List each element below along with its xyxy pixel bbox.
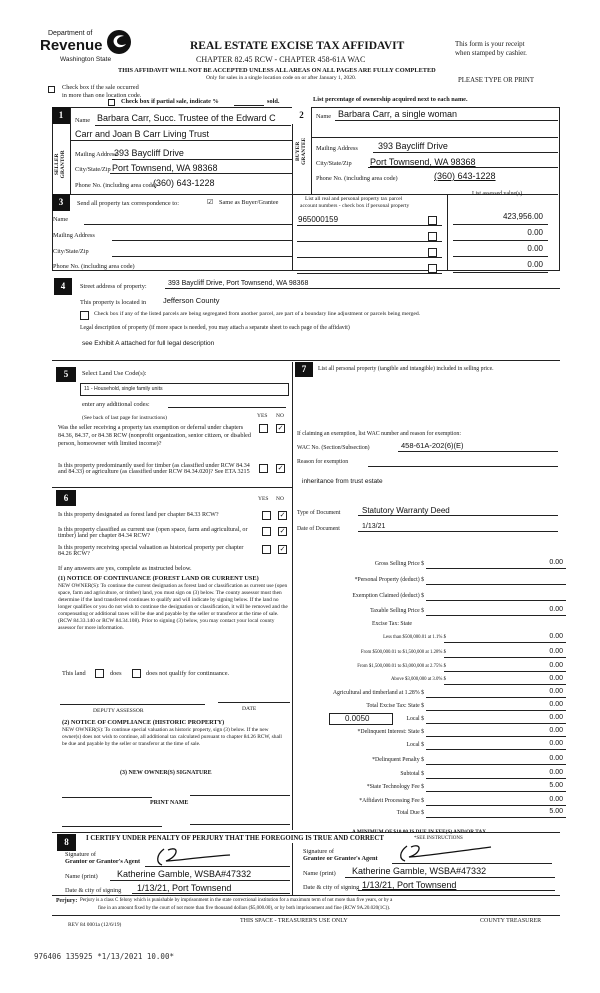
q2-yes-checkbox[interactable] bbox=[259, 464, 268, 473]
segregate-label: Check box if any of the listed parcels are being segregated from another parcel, are part of a boundary line adjustment or parcels being merged. bbox=[94, 311, 421, 317]
perjury-text: Perjury is a class C felony which is punishable by imprisonment in the state correctional institution for a maximum term of not more than five years, or by a bbox=[80, 898, 393, 903]
fee-label: Above $3,000,000 at 3.0% $ bbox=[390, 677, 446, 682]
grantor-date-label: Date & city of signing bbox=[65, 887, 122, 894]
fee-label: *Delinquent Penalty $ bbox=[372, 757, 424, 763]
additional-codes-label: enter any additional codes: bbox=[82, 401, 150, 408]
section-3-badge: 3 bbox=[52, 194, 70, 211]
street-field[interactable]: 393 Baycliff Drive, Port Townsend, WA 98368 bbox=[168, 280, 309, 287]
personal-property-checkbox[interactable] bbox=[428, 216, 437, 225]
s6-no-header: NO bbox=[276, 496, 284, 502]
type-or-print: PLEASE TYPE OR PRINT bbox=[458, 77, 534, 84]
doc-date-field[interactable]: 1/13/21 bbox=[362, 523, 386, 530]
deputy-assessor-label: DEPUTY ASSESSOR bbox=[93, 708, 144, 714]
fee-value-field[interactable]: 0.00 bbox=[549, 648, 563, 655]
s6q2-no-checkbox[interactable]: ✓ bbox=[279, 527, 286, 535]
multi-location-label: Check box if the sale occurred bbox=[62, 84, 139, 91]
logo-swirl-icon bbox=[106, 28, 132, 56]
additional-codes-field[interactable] bbox=[168, 407, 286, 408]
timber-question: Is this property predominantly used for timber (as classified under RCW 84.34 and 84.33) or agriculture (as classified under RCW 84.34.020)? See ETA 3215 bbox=[58, 463, 250, 476]
buyer-name-field[interactable]: Barbara Carr, a single woman bbox=[338, 109, 458, 119]
exemption-question: Was the seller receiving a property tax exemption or deferral under chapters 84.36, 84.37, or 84.38 RCW (nonprofit organization, senior citizen, or disabled person, homeowner with limited income)? bbox=[58, 425, 251, 447]
seller-city-label: City/State/Zip bbox=[75, 166, 111, 173]
grantor-name-field[interactable]: Katherine Gamble, WSBA#47332 bbox=[117, 869, 252, 879]
perjury-label: Perjury: bbox=[56, 898, 78, 904]
wac-field[interactable]: 458-61A-202(6)(E) bbox=[401, 441, 464, 450]
grantee-sig-label: Signature of bbox=[303, 848, 334, 855]
form-title: REAL ESTATE EXCISE TAX AFFIDAVIT bbox=[190, 40, 405, 52]
fee-label: From $500,000.01 to $1,500,000 at 1.28% $ bbox=[360, 650, 446, 655]
grantor-sig-label: Signature of bbox=[65, 851, 96, 858]
certify-title: I CERTIFY UNDER PENALTY OF PERJURY THAT THE FOREGOING IS TRUE AND CORRECT bbox=[86, 835, 384, 842]
print-name-label: PRINT NAME bbox=[150, 800, 189, 806]
dor-logo: Department of Revenue Washington State bbox=[40, 28, 135, 68]
does-not-label: does not qualify for continuance. bbox=[146, 670, 230, 677]
new-owner-signature-title: (3) NEW OWNER(S) SIGNATURE bbox=[120, 770, 212, 776]
fee-label: Excise Tax: State bbox=[371, 621, 412, 627]
assessor-date-label: DATE bbox=[242, 706, 257, 712]
receipt-note-2: when stamped by cashier. bbox=[455, 49, 527, 57]
grantee-date-label: Date & city of signing bbox=[303, 884, 360, 891]
receipt-note: This form is your receipt bbox=[455, 40, 525, 48]
seller-mail-label: Mailing Address bbox=[75, 151, 117, 158]
same-as-buyer-checkbox[interactable]: ☑ bbox=[207, 198, 214, 206]
seller-name-field[interactable]: Barbara Carr, Succ. Trustee of the Edward C bbox=[97, 113, 276, 123]
fee-value-field[interactable]: 0.00 bbox=[549, 662, 563, 669]
buyer-phone-label: Phone No. (including area code) bbox=[316, 175, 398, 182]
print-name-line-2[interactable] bbox=[190, 824, 290, 825]
local-rate-value: 0.0050 bbox=[345, 714, 370, 723]
does-checkbox[interactable] bbox=[95, 669, 104, 678]
warning-line: THIS AFFIDAVIT WILL NOT BE ACCEPTED UNLESS ALL AREAS ON ALL PAGES ARE FULLY COMPLETED bbox=[118, 67, 436, 74]
partial-sale-checkbox[interactable] bbox=[108, 99, 115, 106]
fee-value-field[interactable]: 5.00 bbox=[549, 782, 563, 789]
seller-mail-field[interactable]: 393 Baycliff Drive bbox=[114, 148, 184, 158]
section-1-badge: 1 bbox=[52, 107, 70, 124]
fee-value-field[interactable]: 0.00 bbox=[549, 796, 563, 803]
section-7-badge: 7 bbox=[295, 362, 313, 377]
seller-phone-field[interactable]: (360) 643-1228 bbox=[153, 178, 215, 188]
no-header: NO bbox=[276, 413, 284, 419]
fee-label: Local $ bbox=[406, 742, 424, 748]
grantee-sig-label-2: Grantee or Grantee's Agent bbox=[303, 855, 378, 862]
partial-percent-field[interactable] bbox=[234, 105, 264, 106]
parcel-number-field[interactable]: 965000159 bbox=[298, 215, 339, 224]
fee-label: Total Excise Tax: State $ bbox=[366, 703, 424, 709]
fee-value-field[interactable]: 0.00 bbox=[549, 755, 563, 762]
fee-label: Agricultural and timberland at 1.28% $ bbox=[332, 690, 424, 696]
new-owner-signature-line-1[interactable] bbox=[62, 797, 152, 798]
notice-compliance-title: (2) NOTICE OF COMPLIANCE (HISTORIC PROPERTY) bbox=[62, 719, 225, 726]
s6-yes-header: YES bbox=[258, 496, 269, 502]
fee-label: Taxable Selling Price $ bbox=[370, 608, 424, 614]
fee-value-field[interactable]: 0.00 bbox=[549, 559, 563, 566]
seller-phone-label: Phone No. (including area code) bbox=[75, 182, 157, 189]
doc-type-label: Type of Document bbox=[297, 510, 341, 516]
personal-property-checkbox[interactable] bbox=[428, 264, 437, 273]
form-revision: REV 84 0001a (12/6/19) bbox=[68, 922, 122, 928]
corr-name-field[interactable] bbox=[84, 224, 292, 225]
grantee-name-label: Name (print) bbox=[303, 870, 336, 877]
fee-value-field[interactable]: 5.00 bbox=[549, 808, 563, 815]
s6q3-yes-checkbox[interactable] bbox=[262, 545, 271, 554]
fee-label: Gross Selling Price $ bbox=[374, 561, 424, 567]
grantor-signature[interactable] bbox=[150, 845, 290, 867]
doc-type-field[interactable]: Statutory Warranty Deed bbox=[362, 506, 450, 515]
minimum-due-note: A MINIMUM OF $10.00 IS DUE IN FEE(S) AND/OR TAX bbox=[352, 829, 487, 835]
deputy-assessor-signature-line[interactable] bbox=[60, 704, 205, 705]
notice-compliance-body: NEW OWNER(S): To continue special valuation as historic property, sign (3) below. If the new owner(s) does not wish to continue, all additional tax calculated pursuant to chapter 84.26 RCW, shall be due and payable by the seller or transferor at the time of sale. bbox=[62, 727, 282, 748]
s6q3-no-checkbox[interactable]: ✓ bbox=[279, 545, 286, 553]
q2-no-checkbox[interactable]: ✓ bbox=[277, 464, 284, 472]
grantor-sig-label-2: Grantor or Grantor's Agent bbox=[65, 858, 141, 865]
fee-value-field[interactable]: 0.00 bbox=[549, 769, 563, 776]
corr-phone-label: Phone No. (including area code) bbox=[53, 263, 135, 270]
forest-land-question: Is this property designated as forest land per chapter 84.33 RCW? bbox=[58, 512, 219, 518]
corr-mail-field[interactable] bbox=[112, 240, 292, 241]
fee-value-field[interactable]: 0.00 bbox=[549, 740, 563, 747]
reason-label: Reason for exemption bbox=[297, 459, 349, 465]
fee-label: *Personal Property (deduct) $ bbox=[354, 577, 424, 583]
cashier-stamp: 976406 135925 *1/13/2021 10.00* bbox=[34, 952, 174, 961]
legal-description-field[interactable]: see Exhibit A attached for full legal description bbox=[82, 340, 215, 347]
buyer-phone-field[interactable]: (360) 643-1228 bbox=[434, 171, 496, 181]
local-rate-box[interactable] bbox=[329, 713, 393, 725]
buyer-city-field[interactable]: Port Townsend, WA 98368 bbox=[370, 157, 476, 167]
county-treasurer-label: COUNTY TREASURER bbox=[480, 918, 542, 924]
fee-value-field[interactable]: 0.00 bbox=[549, 701, 563, 708]
doc-date-label: Date of Document bbox=[297, 526, 340, 532]
multi-location-label-2: in more than one location code. bbox=[62, 92, 142, 99]
grantor-name-label: Name (print) bbox=[65, 873, 98, 880]
corr-city-field[interactable] bbox=[112, 256, 292, 257]
notice-continuance-body: NEW OWNER(S): To continue the current designation as forest land or classification as current use (open space, farm and agriculture, or timber) land, you must sign on (3) below. The county assessor must then determine if the land transferred continues to qualify and will indicate by signing below. If the land no longer qualifies or you do not wish to continue the designation or classification, it will be removed and the compensating or additional taxes will be due and payable by the seller or transferor at the time of sale. (RCW 84.33.140 or RCW 84.34.108). Prior to signing (3) below, you may contact your local county assessor for more information. bbox=[58, 583, 288, 632]
corr-name-label: Name bbox=[53, 216, 69, 223]
reason-field[interactable]: inheritance from trust estate bbox=[302, 478, 383, 485]
fee-label: Local $ bbox=[406, 716, 424, 722]
see-instructions-note: *SEE INSTRUCTIONS bbox=[414, 836, 463, 841]
s6q2-yes-checkbox[interactable] bbox=[262, 527, 271, 536]
yes-header: YES bbox=[257, 413, 268, 419]
q1-yes-checkbox[interactable] bbox=[259, 424, 268, 433]
grantee-signature[interactable] bbox=[395, 843, 535, 863]
grantee-name-field[interactable]: Katherine Gamble, WSBA#47332 bbox=[352, 866, 487, 876]
grantor-date-field[interactable]: 1/13/21, Port Townsend bbox=[137, 883, 232, 893]
buyer-side-label: BUYER GRANTEE bbox=[295, 137, 308, 165]
fee-label: Total Due $ bbox=[396, 810, 424, 816]
street-label: Street address of property: bbox=[80, 283, 147, 290]
parcels-header: List all real and personal property tax parcel bbox=[305, 196, 403, 202]
fee-value-field[interactable]: 0.00 bbox=[549, 675, 563, 682]
chapter-line: CHAPTER 82.45 RCW - CHAPTER 458-61A WAC bbox=[196, 55, 366, 64]
section-5-badge: 5 bbox=[56, 367, 76, 382]
assessed-value-field[interactable]: 423,956.00 bbox=[502, 212, 543, 221]
assessed-value-field[interactable]: 0.00 bbox=[527, 260, 543, 269]
sold-label: sold. bbox=[267, 98, 280, 105]
assessed-value-field[interactable]: 0.00 bbox=[527, 244, 543, 253]
fee-label: Exemption Claimed (deduct) $ bbox=[352, 593, 424, 599]
fee-label: *Affidavit Processing Fee $ bbox=[359, 798, 424, 804]
buyer-name-label: Name bbox=[316, 113, 332, 120]
corr-city-label: City/State/Zip bbox=[53, 248, 89, 255]
s6q1-yes-checkbox[interactable] bbox=[262, 511, 271, 520]
seller-side-label: SELLER GRANTOR bbox=[54, 150, 67, 179]
seller-name-label: Name bbox=[75, 117, 91, 124]
seller-name-field-2[interactable]: Carr and Joan B Carr Living Trust bbox=[75, 129, 210, 139]
land-use-value: 11 - Household, single family units bbox=[84, 386, 163, 392]
buyer-city-label: City/State/Zip bbox=[316, 160, 352, 167]
treasurer-space-label: THIS SPACE - TREASURER'S USE ONLY bbox=[240, 918, 348, 924]
personal-property-label: List all personal property (tangible and intangible) included in selling price. bbox=[318, 366, 494, 372]
current-use-question: Is this property classified as current use (open space, farm and agricultural, or timber) land per chapter 84.34 RCW? bbox=[58, 527, 248, 540]
fee-label: Less than $500,000.01 at 1.1% $ bbox=[383, 635, 446, 640]
section-2-badge: 2 bbox=[292, 107, 311, 124]
exemption-label: If claiming an exemption, list WAC number and reason for exemption: bbox=[297, 431, 461, 437]
assessor-date-line[interactable] bbox=[218, 702, 290, 703]
historic-question: Is this property receiving special valuation as historical property per chapter 84.26 RCW? bbox=[58, 545, 244, 558]
correspondence-label: Send all property tax correspondence to: bbox=[77, 200, 179, 207]
fee-value-field[interactable]: 0.00 bbox=[549, 633, 563, 640]
assessed-value-header: List assessed value(s) bbox=[472, 191, 523, 197]
fee-label: *Delinquent Interest: State $ bbox=[357, 729, 424, 735]
personal-property-checkbox[interactable] bbox=[428, 248, 437, 257]
grantee-date-field[interactable]: 1/13/21, Port Townsend bbox=[362, 880, 457, 890]
buyer-mail-field[interactable]: 393 Baycliff Drive bbox=[378, 141, 448, 151]
personal-property-checkbox[interactable] bbox=[428, 232, 437, 241]
fee-label: Subtotal $ bbox=[400, 771, 424, 777]
notice-continuance-title: (1) NOTICE OF CONTINUANCE (FOREST LAND OR CURRENT USE) bbox=[58, 575, 259, 582]
only-for-line: Only for sales in a single location code on or after January 1, 2020. bbox=[206, 75, 357, 81]
ownership-note: List percentage of ownership acquired next to each name. bbox=[313, 96, 468, 103]
fee-label: *State Technology Fee $ bbox=[366, 784, 424, 790]
perjury-text-2: fine in an amount fixed by the court of not more than five thousand dollars ($5,000.00), or by both imprisonment and fine (RCW 9A.20.020(1C)). bbox=[98, 906, 391, 911]
fee-value-field[interactable]: 0.00 bbox=[549, 688, 563, 695]
see-back-note: (See back of last page for instructions) bbox=[82, 415, 167, 421]
does-not-checkbox[interactable] bbox=[132, 669, 141, 678]
s6q1-no-checkbox[interactable]: ✓ bbox=[279, 511, 286, 519]
fee-value-field[interactable]: 0.00 bbox=[549, 727, 563, 734]
legal-label: Legal description of property (if more space is needed, you may attach a separate sheet to each page of the affidavit) bbox=[80, 325, 350, 331]
if-yes-note: If any answers are yes, complete as instructed below. bbox=[58, 565, 192, 572]
fee-value-field[interactable]: 0.00 bbox=[549, 714, 563, 721]
partial-sale-label: Check box if partial sale, indicate % bbox=[121, 98, 219, 105]
parcels-header-2: account numbers - check box if personal property bbox=[300, 203, 410, 209]
section-8-badge: 8 bbox=[57, 834, 76, 851]
section-4-badge: 4 bbox=[54, 278, 72, 295]
corr-mail-label: Mailing Address bbox=[53, 232, 95, 239]
q1-no-checkbox[interactable]: ✓ bbox=[277, 424, 284, 432]
seller-city-field[interactable]: Port Townsend, WA 98368 bbox=[112, 163, 218, 173]
land-use-label: Select Land Use Code(s): bbox=[82, 370, 147, 377]
this-land-label: This land bbox=[62, 670, 86, 677]
same-as-buyer-label: Same as Buyer/Grantee bbox=[219, 199, 279, 206]
wac-label: WAC No. (Section/Subsection) bbox=[297, 445, 370, 451]
new-owner-signature-line-2[interactable] bbox=[190, 795, 290, 796]
multi-location-checkbox[interactable] bbox=[48, 86, 55, 93]
county-field[interactable]: Jefferson County bbox=[163, 296, 220, 305]
fee-label: From $1,500,000.01 to $3,000,000 at 2.75% $ bbox=[357, 664, 446, 669]
assessed-value-field[interactable]: 0.00 bbox=[527, 228, 543, 237]
segregate-checkbox[interactable] bbox=[80, 311, 89, 320]
fee-value-field[interactable]: 0.00 bbox=[549, 606, 563, 613]
land-use-select[interactable] bbox=[80, 383, 289, 396]
does-label: does bbox=[110, 670, 122, 677]
section-6-badge: 6 bbox=[56, 490, 76, 506]
print-name-line-1[interactable] bbox=[62, 826, 162, 827]
located-label: This property is located in bbox=[80, 299, 147, 306]
buyer-mail-label: Mailing Address bbox=[316, 145, 358, 152]
